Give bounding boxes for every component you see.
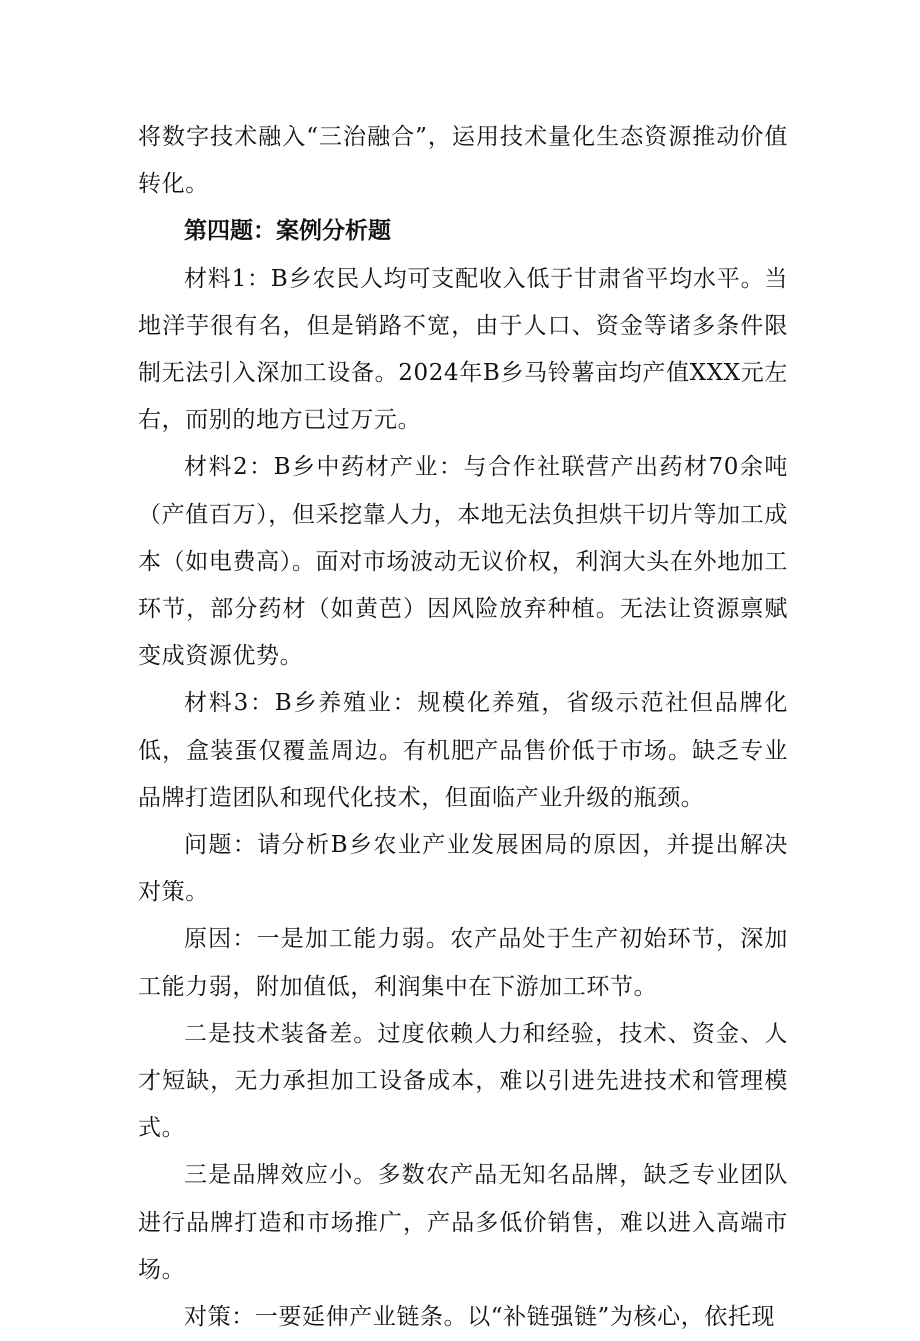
paragraph-material-1: 材料1：B乡农民人均可支配收入低于甘肃省平均水平。当地洋芋很有名，但是销路不宽，由于人口、资金等诸多条件限制无法引入深加工设备。2024年B乡马铃薯亩均产值XXX元左右，而别的地方已过万元。 bbox=[138, 265, 788, 434]
paragraph-cause-2: 二是技术装备差。过度依赖人力和经验，技术、资金、人才短缺，无力承担加工设备成本，难以引进先进技术和管理模式。 bbox=[138, 1020, 788, 1142]
section-heading: 第四题：案例分析题 bbox=[184, 218, 391, 245]
paragraph-cause-1: 原因：一是加工能力弱。农产品处于生产初始环节，深加工能力弱，附加值低，利润集中在下游加工环节。 bbox=[138, 926, 788, 1000]
document-body bbox=[138, 114, 788, 1341]
paragraph-countermeasure-1: 对策：一要延伸产业链条。以“补链强链”为核心，依托现 bbox=[184, 1304, 776, 1331]
paragraph-cause-3: 三是品牌效应小。多数农产品无知名品牌，缺乏专业团队进行品牌打造和市场推广，产品多低价销售，难以进入高端市场。 bbox=[138, 1162, 788, 1283]
paragraph-question: 问题：请分析B乡农业产业发展困局的原因，并提出解决对策。 bbox=[138, 832, 788, 906]
paragraph-material-2: 材料2：B乡中药材产业：与合作社联营产出药材70余吨（产值百万），但采挖靠人力，本地无法负担烘干切片等加工成本（如电费高）。面对市场波动无议价权，利润大头在外地加工环节，部分药材（如黄芭）因风险放弃种植。无法让资源禀赋变成资源优势。 bbox=[138, 454, 788, 670]
paragraph-material-3: 材料3：B乡养殖业：规模化养殖，省级示范社但品牌化低，盒装蛋仅覆盖周边。有机肥产品售价低于市场。缺乏专业品牌打造团队和现代化技术，但面临产业升级的瓶颈。 bbox=[138, 690, 788, 811]
paragraph-continuation: 将数字技术融入“三治融合”，运用技术量化生态资源推动价值转化。 bbox=[138, 124, 788, 198]
